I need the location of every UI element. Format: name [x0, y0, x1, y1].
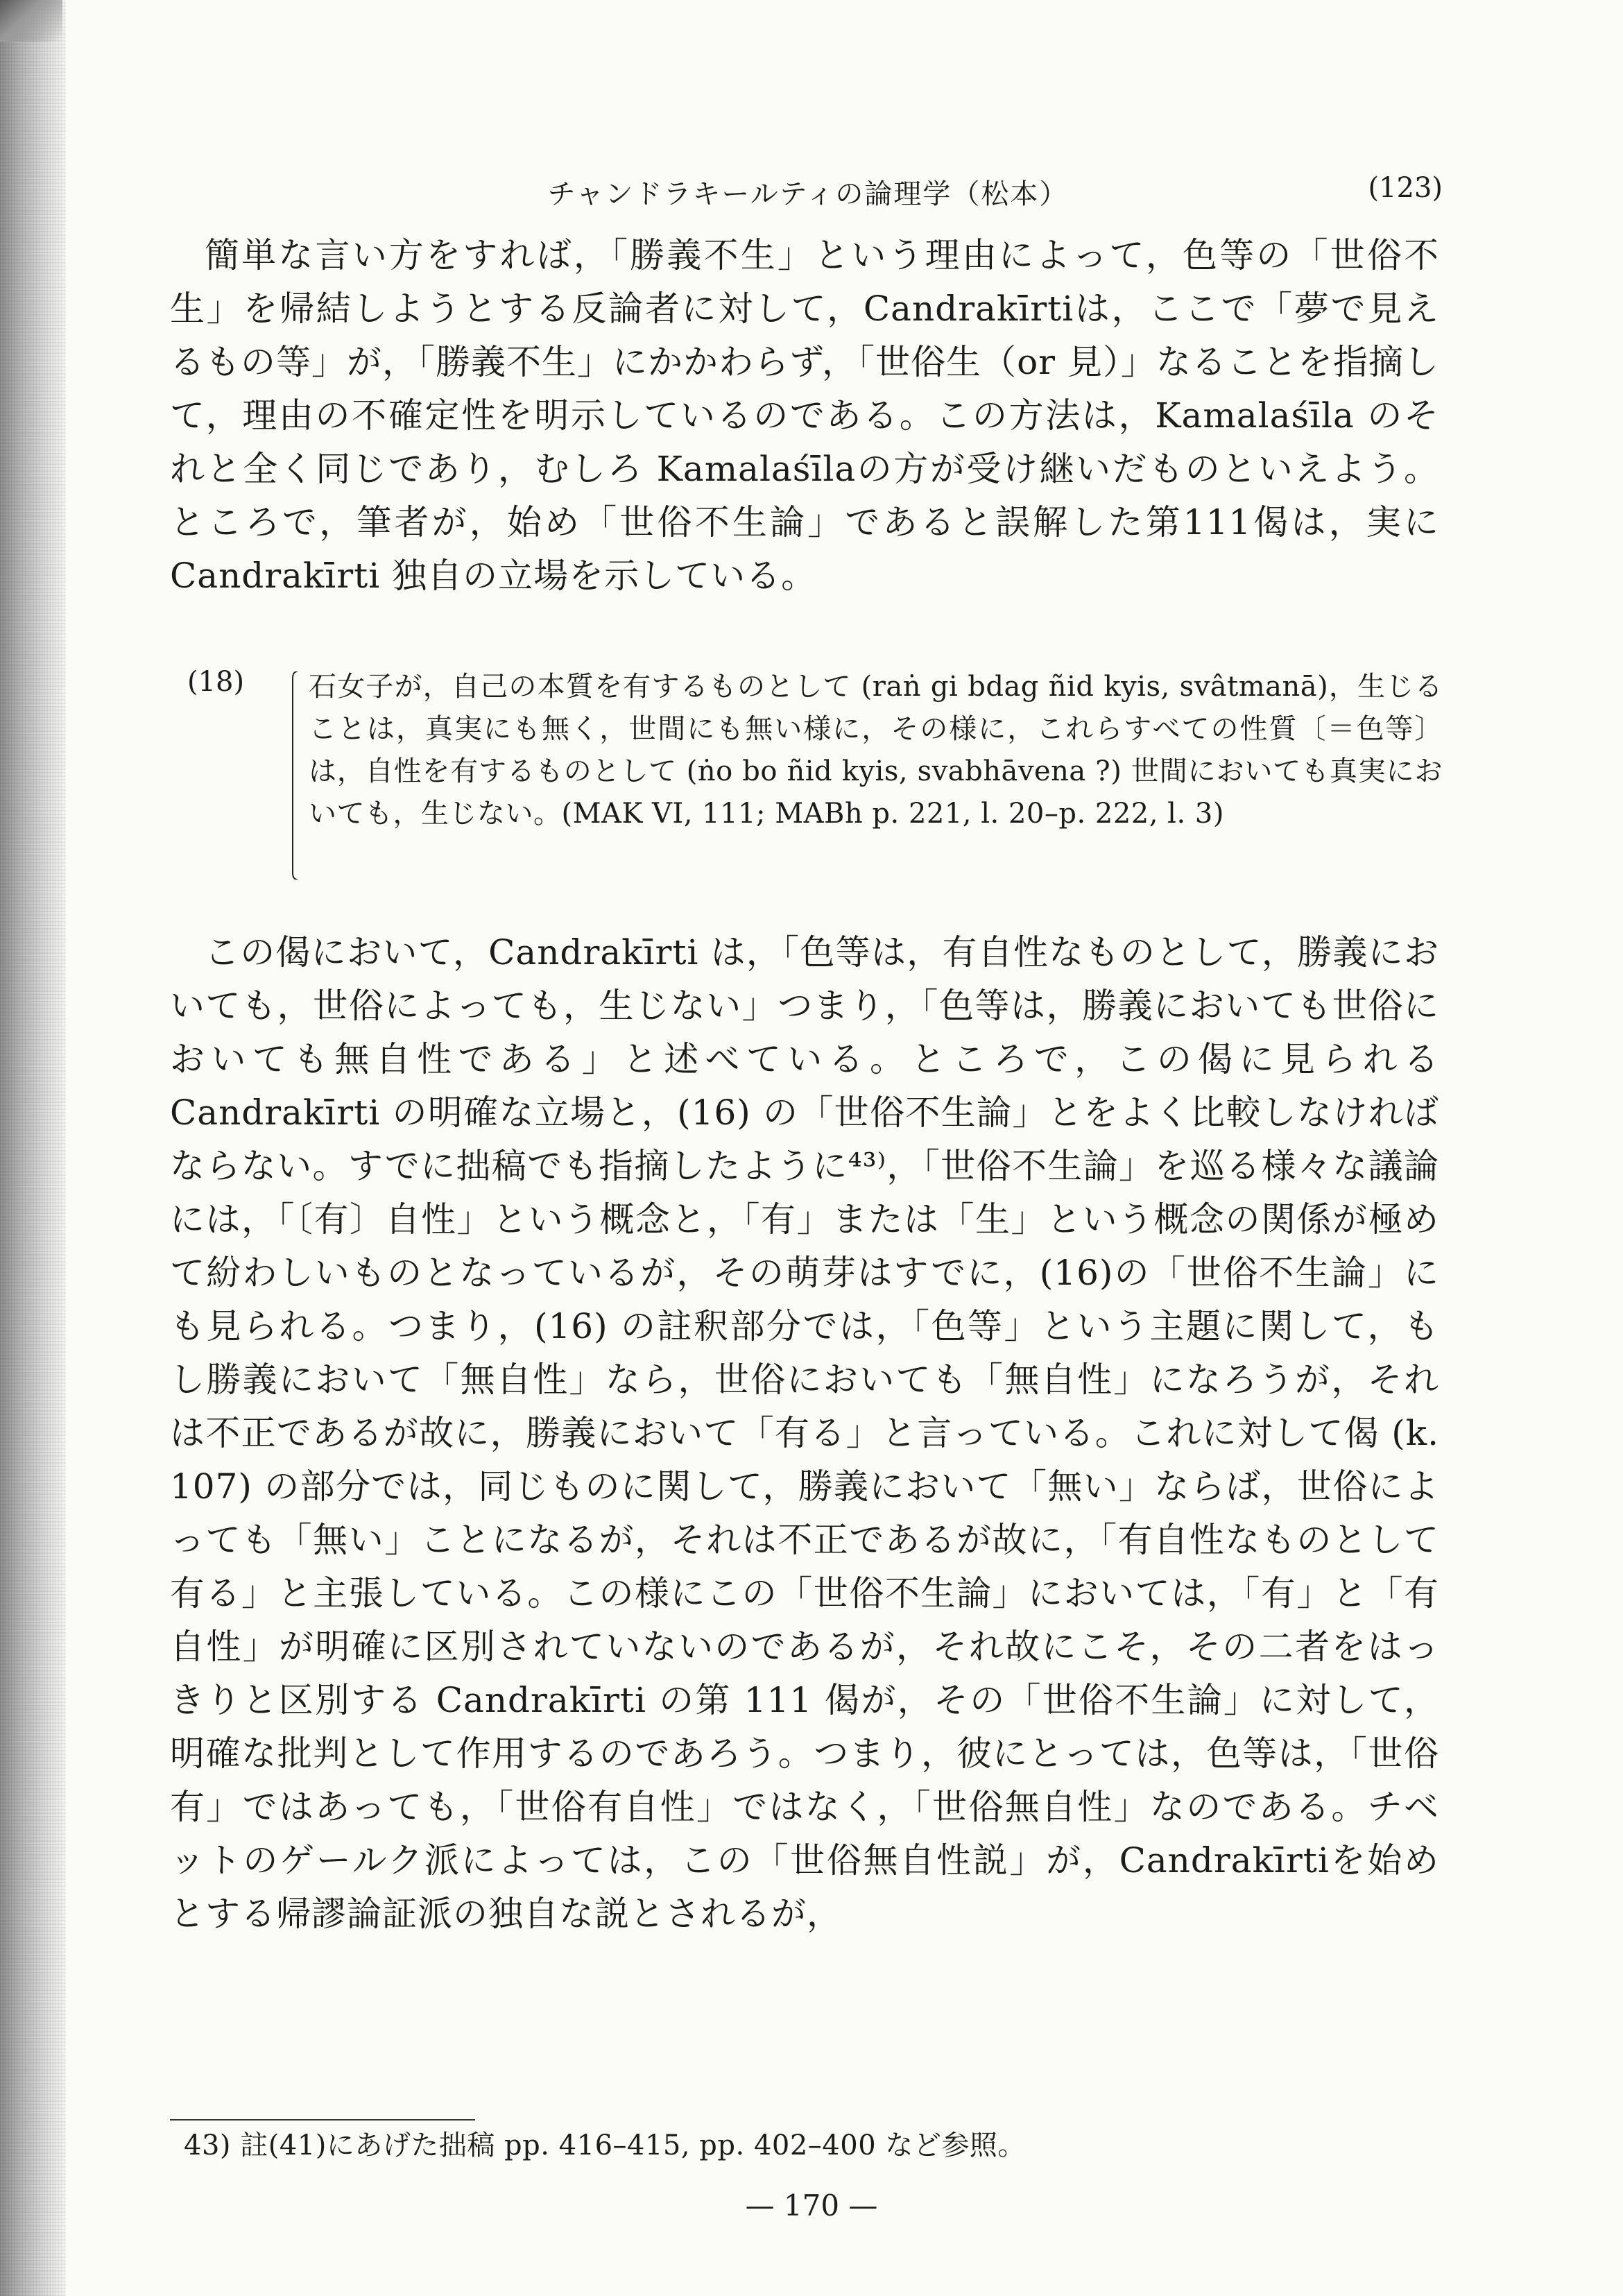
- scan-corner-shadow: [0, 0, 62, 42]
- running-header: [173, 172, 1443, 214]
- example-number: (18): [187, 666, 245, 698]
- paragraph-1: 簡単な言い方をすれば，「勝義不生」という理由によって，色等の「世俗不生」を帰結しようとする反論者に対して，Candrakīrtiは，ここで「夢で見えるもの等」が，「勝義不生」にかかわらず，「世俗生（or 見）」なることを指摘して，理由の不確定性を明示しているのである。この方法は，Kamalaśīla のそれと全く同じであり，むしろ Kamalaśīlaの方が受け継いだものといえよう。ところで，筆者が，始め「世俗不生論」であると誤解した第111偈は，実に Candrakīrti 独自の立場を示している。: [170, 235, 1439, 596]
- header-page-reference: (123): [1368, 172, 1443, 204]
- example-text: 石女子が，自己の本質を有するものとして (raṅ gi bdag ñid kyis, svâtmanā)，生じることは，真実にも無く，世間にも無い様に，その様に，これらすべての性質〔＝色等〕は，自性を有するものとして (ṅo bo ñid kyis, svabhāvena ?) 世間においても真実においても，生じない。(MAK VI, 111; MABh p. 221, l. 20–p. 222, l. 3): [309, 671, 1443, 830]
- paragraph-2: この偈において，Candrakīrti は，「色等は，有自性なものとして，勝義においても，世俗によっても，生じない」つまり，「色等は，勝義においても世俗においても無自性である」と述べている。ところで，この偈に見られる Candrakīrti の明確な立場と，(16) の「世俗不生論」とをよく比較しなければならない。すでに拙稿でも指摘したように⁴³⁾，「世俗不生論」を巡る様々な議論には，「〔有〕自性」という概念と，「有」または「生」という概念の関係が極めて紛わしいものとなっているが，その萌芽はすでに，(16)の「世俗不生論」にも見られる。つまり，(16) の註釈部分では，「色等」という主題に関して，もし勝義において「無自性」なら，世俗においても「無自性」になろうが，それは不正であるが故に，勝義において「有る」と言っている。これに対して偈 (k. 107) の部分では，同じものに関して，勝義において「無い」ならば，世俗によっても「無い」ことになるが，それは不正であるが故に，「有自性なものとして有る」と主張している。この様にこの「世俗不生論」においては，「有」と「有自性」が明確に区別されていないのであるが，それ故にこそ，その二者をはっきりと区別する Candrakīrti の第 111 偈が，その「世俗不生論」に対して，明確な批判として作用するのであろう。つまり，彼にとっては，色等は，「世俗有」ではあっても，「世俗有自性」ではなく，「世俗無自性」なのである。チベットのゲールク派によっては，この「世俗無自性説」が，Candrakīrtiを始めとする帰謬論証派の独自な説とされるが，: [170, 932, 1439, 1934]
- footnote-divider: [170, 2119, 475, 2121]
- scan-binding-edge: [0, 0, 66, 2296]
- page-number: — 170 —: [745, 2188, 878, 2222]
- footnote-43: 43) 註(41)にあげた拙稿 pp. 416–415, pp. 402–400 など参照。: [184, 2130, 1026, 2161]
- running-title: チャンドラキールティの論理学（松本）: [547, 178, 1069, 210]
- brace-decoration: [291, 671, 298, 880]
